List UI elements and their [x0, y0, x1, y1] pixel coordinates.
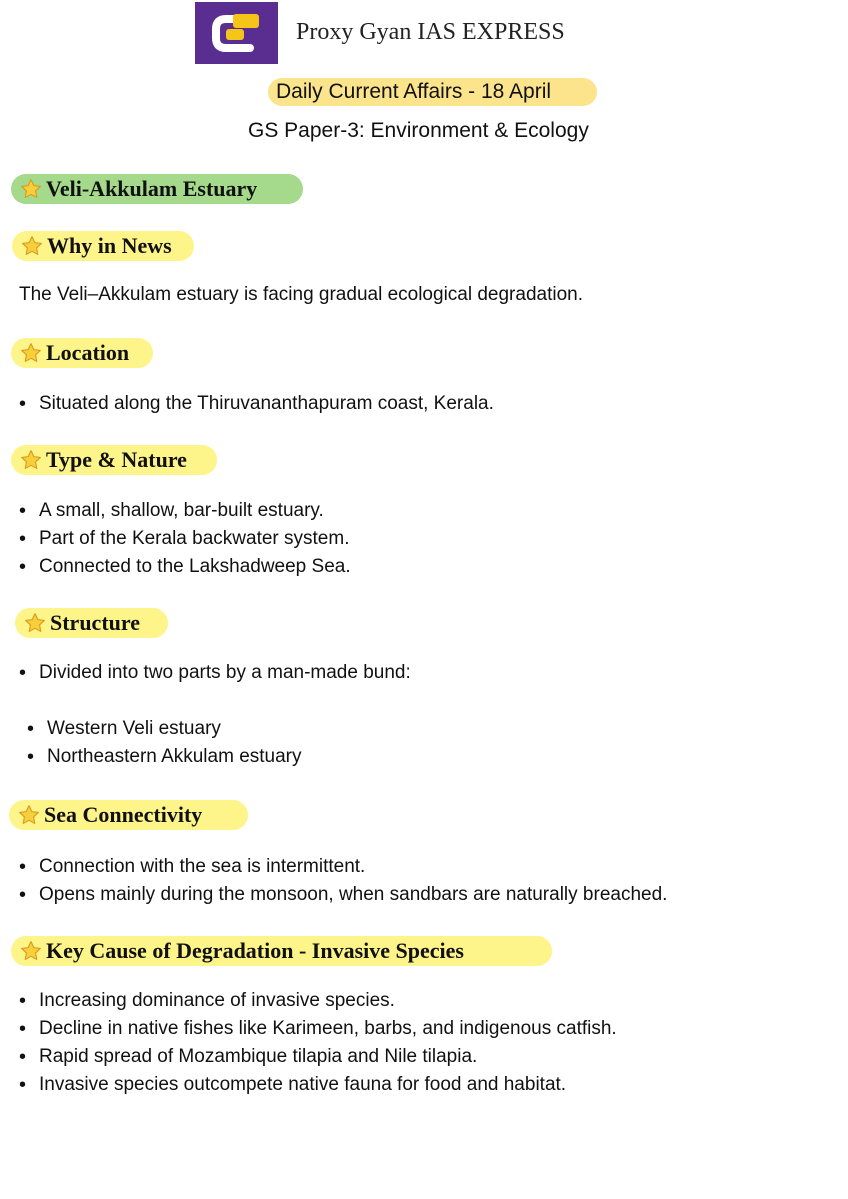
list-item: • Western Veli estuary — [27, 715, 302, 743]
star-icon — [21, 235, 43, 257]
list-item: • Decline in native fishes like Karimeen, barbs, and indigenous catfish. — [19, 1015, 617, 1043]
section-heading-type-nature — [11, 445, 217, 475]
list-item: • Part of the Kerala backwater system. — [19, 525, 351, 553]
key-cause-list — [19, 987, 617, 1099]
page-title — [11, 174, 303, 204]
brand-name: Proxy Gyan IAS EXPRESS — [296, 19, 565, 45]
star-icon — [20, 342, 42, 364]
list-item: • Invasive species outcompete native fauna for food and habitat. — [19, 1071, 617, 1099]
section-heading-text: Why in News — [47, 233, 172, 258]
why-in-news-text: The Veli–Akkulam estuary is facing gradual ecological degradation. — [19, 284, 583, 305]
list-item: • Opens mainly during the monsoon, when sandbars are naturally breached. — [19, 881, 667, 909]
list-item: • Situated along the Thiruvananthapuram coast, Kerala. — [19, 390, 494, 418]
list-item: • Connection with the sea is intermittent. — [19, 853, 667, 881]
paper-subtitle: GS Paper-3: Environment & Ecology — [248, 119, 589, 142]
brand-logo — [195, 2, 278, 64]
section-heading-structure — [15, 608, 168, 638]
section-heading-location — [11, 338, 153, 368]
section-heading-key-cause — [11, 936, 552, 966]
list-item: • Connected to the Lakshadweep Sea. — [19, 553, 351, 581]
star-icon — [20, 449, 42, 471]
section-heading-text: Type & Nature — [46, 447, 187, 472]
sea-connectivity-list — [19, 853, 667, 909]
structure-list — [19, 659, 411, 687]
page-title-text: Veli-Akkulam Estuary — [46, 176, 258, 201]
list-item: • Rapid spread of Mozambique tilapia and Nile tilapia. — [19, 1043, 617, 1071]
list-item: • Northeastern Akkulam estuary — [27, 743, 302, 771]
section-heading-text: Sea Connectivity — [44, 802, 203, 827]
star-icon — [24, 612, 46, 634]
location-list — [19, 390, 494, 418]
date-badge: Daily Current Affairs - 18 April — [268, 78, 597, 106]
list-item: • Divided into two parts by a man-made bund: — [19, 659, 411, 687]
section-heading-text: Structure — [50, 610, 141, 635]
section-heading-text: Key Cause of Degradation - Invasive Species — [46, 938, 464, 963]
list-item: • A small, shallow, bar-built estuary. — [19, 497, 351, 525]
star-icon — [20, 178, 42, 200]
section-heading-sea-connectivity — [9, 800, 248, 830]
star-icon — [18, 804, 40, 826]
list-item: • Increasing dominance of invasive species. — [19, 987, 617, 1015]
type-nature-list — [19, 497, 351, 581]
structure-sublist — [27, 715, 302, 771]
section-heading-why-in-news — [12, 231, 194, 261]
section-heading-text: Location — [46, 340, 130, 365]
star-icon — [20, 940, 42, 962]
